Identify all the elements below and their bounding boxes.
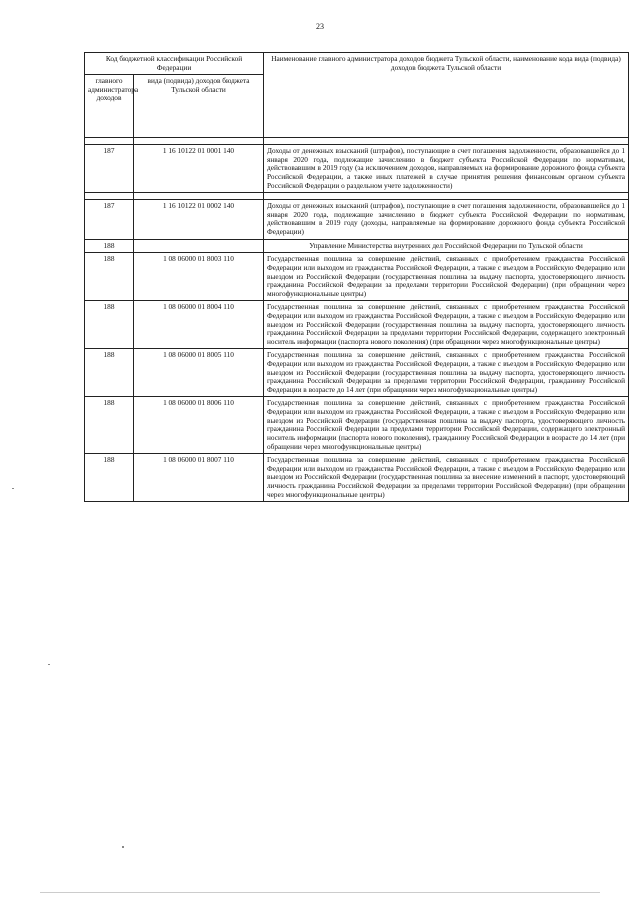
admin-code: 187: [85, 145, 134, 193]
admin-code: 188: [85, 253, 134, 301]
admin-code: 188: [85, 397, 134, 454]
income-name: Государственная пошлина за совершение действий, связанных с приобретением гражданства Российской Федерации или выходом из гражданства Российской Федерации, а также с въездом в Российскую Федерацию или выездом из Российской Федерации (государственная пошлина за выдачу паспорта, удостоверяющего личность гражданина Российской Федерации за пределами территории Российской Федерации, гражданину Российской Федерации в возрасте до 14 лет (при обращении через многофункциональные центры): [264, 349, 629, 397]
table-row: [85, 454, 629, 502]
income-name: Доходы от денежных взысканий (штрафов), поступающие в счет погашения задолженности, образовавшейся до 1 января 2020 года, подлежащие зачислению в бюджет субъекта Российской Федерации по нормативам, действовавшим в 2019 году (доходы, направляемые на формирование дорожного фонда субъекта Российской Федерации): [264, 200, 629, 239]
scan-artifact: [122, 846, 124, 848]
income-name: Государственная пошлина за совершение действий, связанных с приобретением гражданства Российской Федерации или выходом из гражданства Российской Федерации, а также с въездом в Российскую Федерацию или выездом из Российской Федерации (государственная пошлина за выдачу паспорта, удостоверяющего личность гражданина Российской Федерации за пределами территории Российской Федерации, содержащего электронный носитель информации (паспорта нового поколения) (при обращении через многофункциональные центры): [264, 301, 629, 349]
income-code: 1 08 06000 01 8006 110: [134, 397, 264, 454]
income-code: 1 08 06000 01 8005 110: [134, 349, 264, 397]
table-row: [85, 145, 629, 193]
income-code: 1 08 06000 01 8004 110: [134, 301, 264, 349]
table-row: [85, 301, 629, 349]
income-code: [134, 239, 264, 253]
row-spacer: [85, 193, 629, 200]
admin-code: 187: [85, 200, 134, 239]
table-row: [85, 253, 629, 301]
administrator-name: Управление Министерства внутренних дел Российской Федерации по Тульской области: [264, 239, 629, 253]
scan-artifact: [12, 488, 14, 489]
scan-artifact: [48, 664, 50, 665]
table-row: [85, 200, 629, 239]
row-spacer: [85, 138, 629, 145]
budget-classification-table: [84, 52, 629, 502]
admin-code: 188: [85, 239, 134, 253]
income-name: Государственная пошлина за совершение действий, связанных с приобретением гражданства Российской Федерации или выходом из гражданства Российской Федерации, а также с въездом в Российскую Федерацию или выездом из Российской Федерации (государственная пошлина за выдачу паспорта, удостоверяющего личность гражданина Российской Федерации за пределами территории Российской Федерации) (при обращении через многофункциональные центры): [264, 253, 629, 301]
scan-artifact: [40, 892, 600, 893]
table-row: [85, 239, 629, 253]
table-row: [85, 397, 629, 454]
header-admin: главного администратора доходов: [85, 75, 134, 138]
income-code: 1 16 10122 01 0002 140: [134, 200, 264, 239]
header-name: Наименование главного администратора доходов бюджета Тульской области, наименование кода вида (подвида) доходов бюджета Тульской области: [264, 53, 629, 138]
table-row: [85, 349, 629, 397]
income-name: Доходы от денежных взысканий (штрафов), поступающие в счет погашения задолженности, образовавшейся до 1 января 2020 года, подлежащие зачислению в бюджет субъекта Российской Федерации по нормативам, действовавшим в 2019 году (за исключением доходов, направляемых на формирование дорожного фонда субъекта Российской Федерации, а также иных платежей в случае принятия решения финансовым органом субъекта Российской Федерации о раздельном учете задолженности): [264, 145, 629, 193]
income-code: 1 08 06000 01 8003 110: [134, 253, 264, 301]
header-code-group: Код бюджетной классификации Российской Федерации: [85, 53, 264, 75]
header-code: вида (подвида) доходов бюджета Тульской области: [134, 75, 264, 138]
admin-code: 188: [85, 454, 134, 502]
page-number: 23: [316, 22, 324, 31]
admin-code: 188: [85, 301, 134, 349]
income-name: Государственная пошлина за совершение действий, связанных с приобретением гражданства Российской Федерации или выходом из гражданства Российской Федерации, а также с въездом в Российскую Федерацию или выездом из Российской Федерации (государственная пошлина за выдачу паспорта, удостоверяющего личность гражданина Российской Федерации за пределами территории Российской Федерации, содержащего электронный носитель информации (паспорта нового поколения), гражданину Российской Федерации в возрасте до 14 лет (при обращении через многофункциональные центры): [264, 397, 629, 454]
table-header-row: [85, 53, 629, 75]
income-code: 1 08 06000 01 8007 110: [134, 454, 264, 502]
admin-code: 188: [85, 349, 134, 397]
income-code: 1 16 10122 01 0001 140: [134, 145, 264, 193]
income-name: Государственная пошлина за совершение действий, связанных с приобретением гражданства Российской Федерации или выходом из гражданства Российской Федерации, а также с въездом в Российскую Федерацию или выездом из Российской Федерации (государственная пошлина за внесение изменений в паспорт, удостоверяющий личность гражданина Российской Федерации за пределами территории Российской Федерации) (при обращении через многофункциональные центры): [264, 454, 629, 502]
